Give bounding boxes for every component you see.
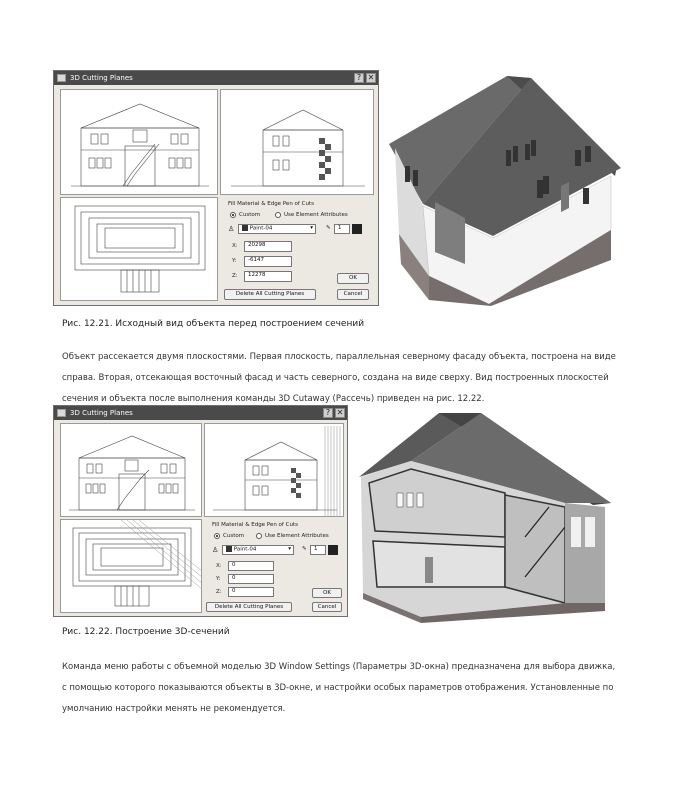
fill-group-label: Fill Material & Edge Pen of Cuts: [212, 522, 298, 528]
paragraph-2-line-2: с помощью которого показываются объекты в 3D-окне, и настройки особых параметров отображения. Установленные по: [62, 683, 614, 693]
paragraph-2: [62, 657, 662, 720]
figure-1-caption: Рис. 12.21. Исходный вид объекта перед построением сечений: [62, 319, 365, 329]
z-label: Z:: [216, 589, 222, 595]
dialog-title-bar: [54, 406, 347, 420]
y-value: 0: [232, 575, 236, 581]
ok-button[interactable]: OK: [337, 273, 369, 284]
y-label: Y:: [216, 576, 221, 582]
side-elevation-drawing: [221, 90, 374, 195]
material-select[interactable]: [238, 224, 316, 234]
pen-value: 1: [338, 225, 342, 231]
y-coordinate-field[interactable]: [244, 256, 292, 267]
cutting-planes-dialog-1: [53, 70, 379, 306]
paint-bucket-icon: ♙: [212, 546, 219, 554]
pen-value: 1: [314, 546, 318, 552]
radio-custom[interactable]: [230, 212, 236, 218]
z-label: Z:: [232, 273, 238, 279]
pen-number-field[interactable]: [334, 224, 350, 234]
paragraph-2-line-3: умолчанию настройки менять не рекомендуется.: [62, 704, 286, 714]
delete-all-cutting-planes-button[interactable]: Delete All Cutting Planes: [224, 289, 316, 300]
plan-drawing: [61, 520, 202, 613]
right-view-pane[interactable]: [204, 423, 344, 517]
right-view-pane[interactable]: [220, 89, 374, 195]
cancel-button[interactable]: Cancel: [312, 602, 342, 612]
material-value: Paint-04: [249, 225, 273, 232]
paint-bucket-icon: ♙: [228, 225, 235, 233]
plan-drawing: [61, 198, 218, 301]
radio-custom[interactable]: [214, 533, 220, 539]
y-value: -6147: [248, 257, 264, 263]
delete-all-cutting-planes-button[interactable]: Delete All Cutting Planes: [206, 602, 292, 612]
dialog-title: 3D Cutting Planes: [70, 74, 133, 82]
paragraph-1: [62, 347, 662, 410]
chevron-down-icon: ▾: [310, 225, 313, 231]
cutting-planes-icon: [57, 409, 66, 417]
material-swatch: [226, 546, 232, 552]
front-elevation-drawing: [61, 90, 218, 195]
help-button[interactable]: ?: [323, 408, 333, 418]
pen-icon: ✎: [326, 225, 331, 231]
x-label: X:: [216, 563, 222, 569]
top-view-pane[interactable]: [60, 519, 202, 613]
z-value: 0: [232, 588, 236, 594]
front-elevation-drawing: [61, 424, 202, 517]
cutting-planes-icon: [57, 74, 66, 82]
close-button[interactable]: ✕: [336, 408, 344, 417]
fill-group-label: Fill Material & Edge Pen of Cuts: [228, 201, 314, 207]
radio-element-label: Use Element Attributes: [284, 212, 348, 218]
dialog-title-bar: [54, 71, 378, 85]
paragraph-2-line-1: Команда меню работы с объемной моделью 3D Window Settings (Параметры 3D-окна) предназначена для выбора движка,: [62, 662, 616, 672]
radio-element-label: Use Element Attributes: [265, 533, 329, 539]
radio-custom-label: Custom: [223, 533, 245, 539]
front-view-pane[interactable]: [60, 423, 202, 517]
chevron-down-icon: ▾: [288, 546, 291, 552]
house-3d-render: [385, 68, 633, 306]
radio-custom-label: Custom: [239, 212, 261, 218]
cutting-planes-dialog-2: [53, 405, 348, 617]
interior-door: [425, 557, 433, 583]
material-swatch: [242, 225, 248, 231]
material-select[interactable]: [222, 545, 294, 555]
paragraph-1-line-1: Объект рассекается двумя плоскостями. Первая плоскость, параллельная северному фасаду объекта, построена на виде: [62, 352, 616, 362]
figure-2-caption: Рис. 12.22. Построение 3D-сечений: [62, 627, 230, 637]
house-section-3d-render: [355, 407, 613, 625]
side-elevation-drawing: [205, 424, 344, 517]
cancel-button[interactable]: Cancel: [337, 289, 369, 300]
x-value: 0: [232, 562, 236, 568]
pen-number-field[interactable]: [310, 545, 326, 555]
y-label: Y:: [232, 258, 237, 264]
close-button[interactable]: ✕: [367, 73, 375, 82]
material-value: Paint-04: [233, 546, 257, 553]
z-coordinate-field[interactable]: [228, 587, 274, 597]
pen-color-swatch[interactable]: [328, 545, 338, 555]
y-coordinate-field[interactable]: [228, 574, 274, 584]
entrance-door: [561, 182, 569, 212]
z-coordinate-field[interactable]: [244, 271, 292, 282]
x-coordinate-field[interactable]: [244, 241, 292, 252]
radio-element-attributes[interactable]: [275, 212, 281, 218]
pen-color-swatch[interactable]: [352, 224, 362, 234]
dialog-title: 3D Cutting Planes: [70, 409, 133, 417]
lower-floor-room: [373, 541, 505, 587]
paragraph-1-line-3: сечения и объекта после выполнения команды 3D Cutaway (Рассечь) приведен на рис. 12.22.: [62, 394, 485, 404]
radio-element-attributes[interactable]: [256, 533, 262, 539]
z-value: 12278: [248, 272, 266, 278]
x-label: X:: [232, 243, 238, 249]
paragraph-1-line-2: справа. Вторая, отсекающая восточный фасад и часть северного, создана на виде сверху. Вид построенных плоскостей: [62, 373, 609, 383]
ok-button[interactable]: OK: [312, 588, 342, 598]
help-button[interactable]: ?: [354, 73, 364, 83]
front-view-pane[interactable]: [60, 89, 218, 195]
top-view-pane[interactable]: [60, 197, 218, 301]
pen-icon: ✎: [302, 546, 307, 552]
x-coordinate-field[interactable]: [228, 561, 274, 571]
stair-core: [505, 495, 565, 603]
x-value: 20298: [248, 242, 266, 248]
